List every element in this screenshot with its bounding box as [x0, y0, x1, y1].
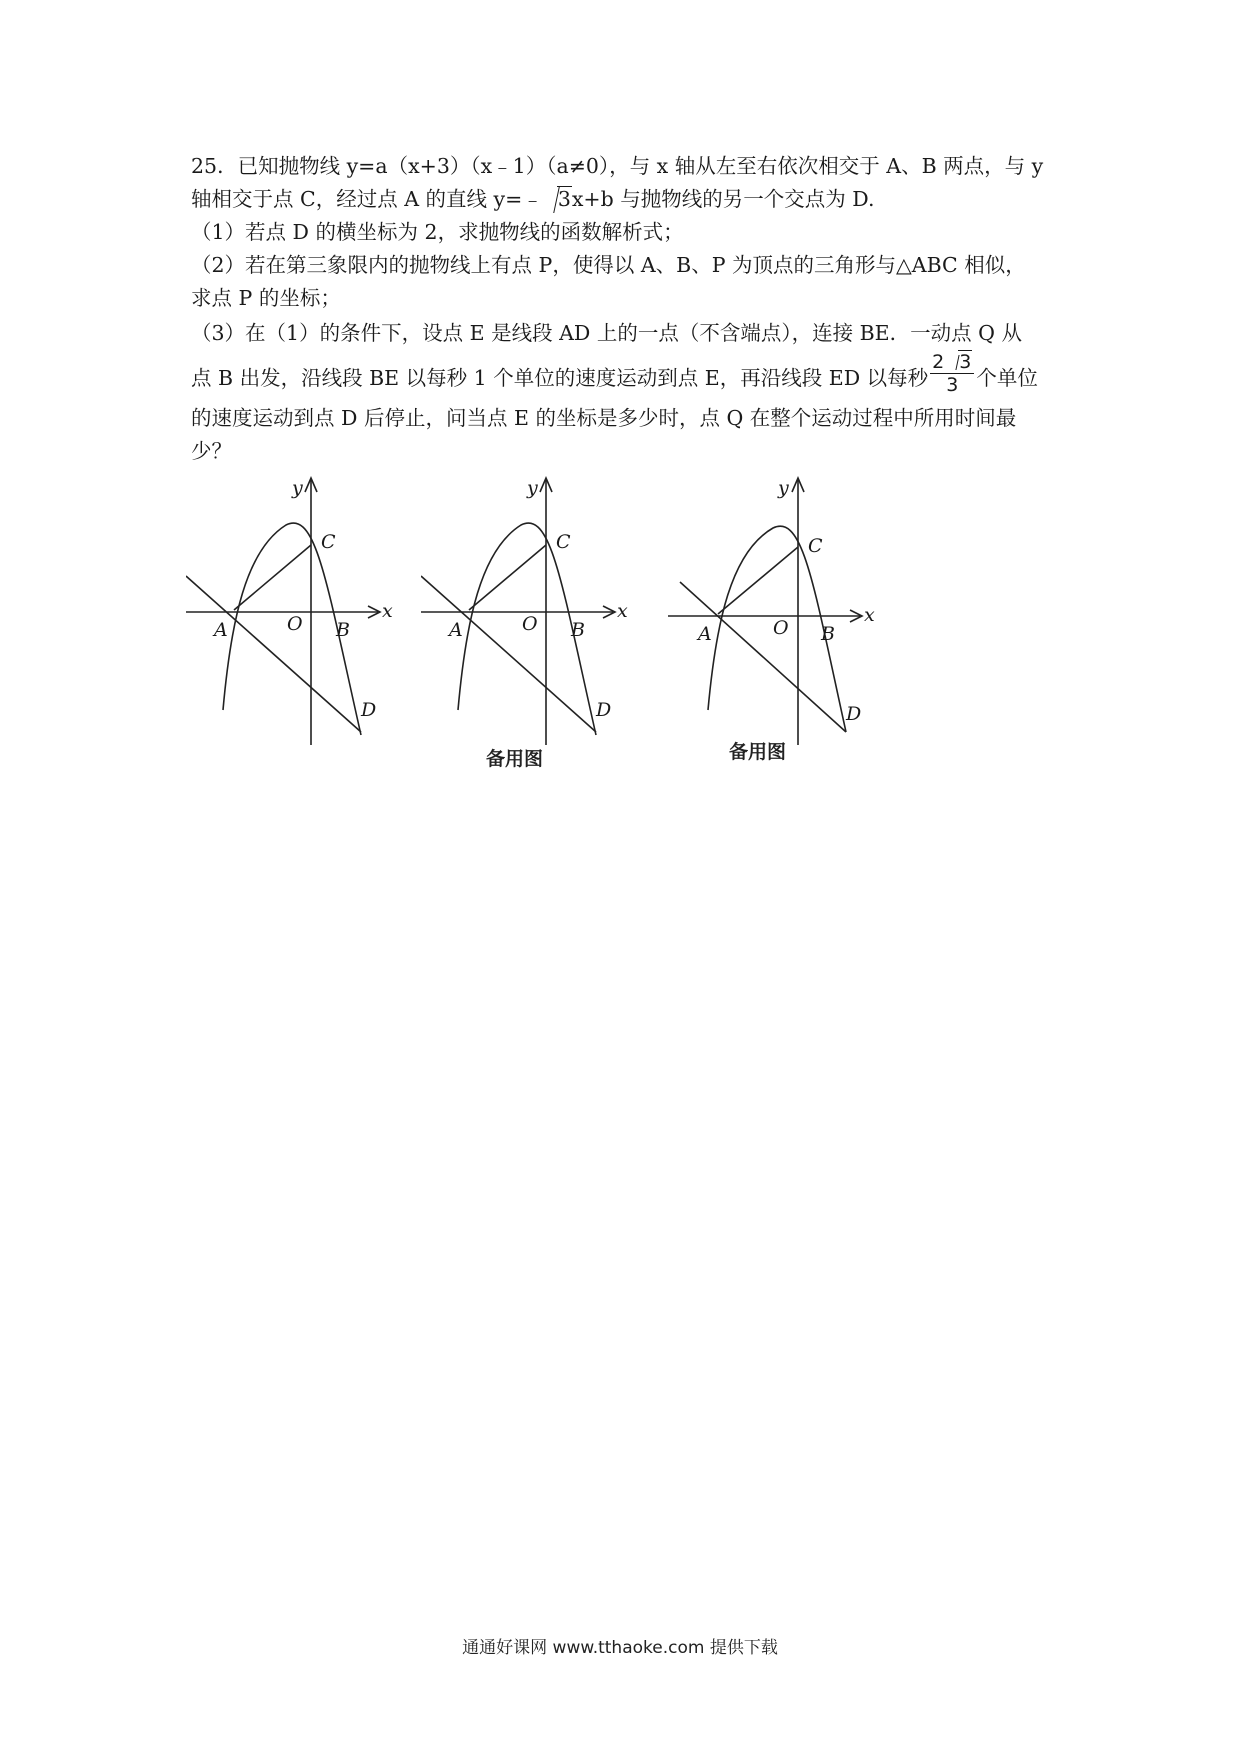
problem-25	[191, 150, 1061, 468]
sqrt-symbol	[545, 183, 572, 216]
label-o: O	[522, 613, 538, 635]
figure-backup-1	[421, 470, 651, 750]
line-ad	[186, 576, 361, 732]
part-1: （1）若点 D 的横坐标为 2，求抛物线的函数解析式；	[191, 220, 684, 244]
line2-text-after: x+b 与抛物线的另一个交点为 D.	[571, 187, 875, 211]
label-x: x	[617, 600, 628, 622]
fraction-numerator	[930, 351, 974, 374]
line-ad	[421, 576, 596, 732]
label-b: B	[336, 619, 350, 641]
footer-credit: 通通好课网 www.tthaoke.com 提供下载	[462, 1638, 778, 1658]
figures-row	[186, 470, 906, 780]
label-d: D	[596, 699, 612, 721]
label-y: y	[292, 477, 303, 499]
numerator-sqrt	[946, 351, 972, 373]
label-x: x	[382, 600, 393, 622]
label-x: x	[864, 604, 875, 626]
label-a: A	[698, 623, 712, 645]
label-c: C	[808, 535, 823, 557]
part3-line2-before: 点 B 出发，沿线段 BE 以每秒 1 个单位的速度运动到点 E，再沿线段 ED 以每秒	[191, 366, 929, 390]
label-c: C	[321, 531, 336, 553]
line-ad	[680, 582, 846, 732]
part-3-line-1: （3）在（1）的条件下，设点 E 是线段 AD 上的一点（不含端点），连接 BE．一动点 Q 从	[191, 321, 1022, 345]
label-c: C	[556, 531, 571, 553]
line2-text-before: 轴相交于点 C，经过点 A 的直线 y=﹣	[191, 187, 543, 211]
figure-main	[186, 470, 416, 750]
label-o: O	[287, 613, 303, 635]
segment-ac	[469, 545, 546, 610]
label-d: D	[361, 699, 377, 721]
caption-backup-1: 备用图	[486, 748, 544, 770]
label-a: A	[214, 619, 228, 641]
label-y: y	[778, 477, 789, 499]
fraction-2sqrt3-over-3	[930, 351, 974, 396]
sqrt-radicand: 3	[557, 187, 571, 211]
segment-ac	[234, 545, 311, 610]
part-3-line-4: 少？	[191, 439, 232, 463]
figure-backup-2	[668, 470, 898, 750]
part3-line2-after: 个单位	[976, 366, 1038, 390]
problem-line-2	[191, 183, 1061, 216]
label-b: B	[571, 619, 585, 641]
part-2-line-1: （2）若在第三象限内的抛物线上有点 P，使得以 A、B、P 为顶点的三角形与△ABC 相似，	[191, 253, 1026, 277]
part-3-line-2	[191, 351, 1061, 396]
label-a: A	[449, 619, 463, 641]
problem-line-1: 25．已知抛物线 y=a（x+3）（x﹣1）（a≠0），与 x 轴从左至右依次相交于 A、B 两点，与 y	[191, 154, 1044, 178]
label-d: D	[846, 703, 862, 725]
part-3-line-3: 的速度运动到点 D 后停止，问当点 E 的坐标是多少时，点 Q 在整个运动过程中所用时间最	[191, 406, 1017, 430]
label-o: O	[773, 617, 789, 639]
numerator-coef: 2	[932, 351, 945, 373]
caption-backup-2: 备用图	[729, 741, 787, 763]
part-2-line-2: 求点 P 的坐标；	[191, 286, 341, 310]
label-b: B	[821, 623, 835, 645]
label-y: y	[527, 477, 538, 499]
numerator-radicand: 3	[959, 351, 972, 373]
fraction-denominator: 3	[946, 374, 959, 396]
segment-ac	[718, 547, 798, 614]
